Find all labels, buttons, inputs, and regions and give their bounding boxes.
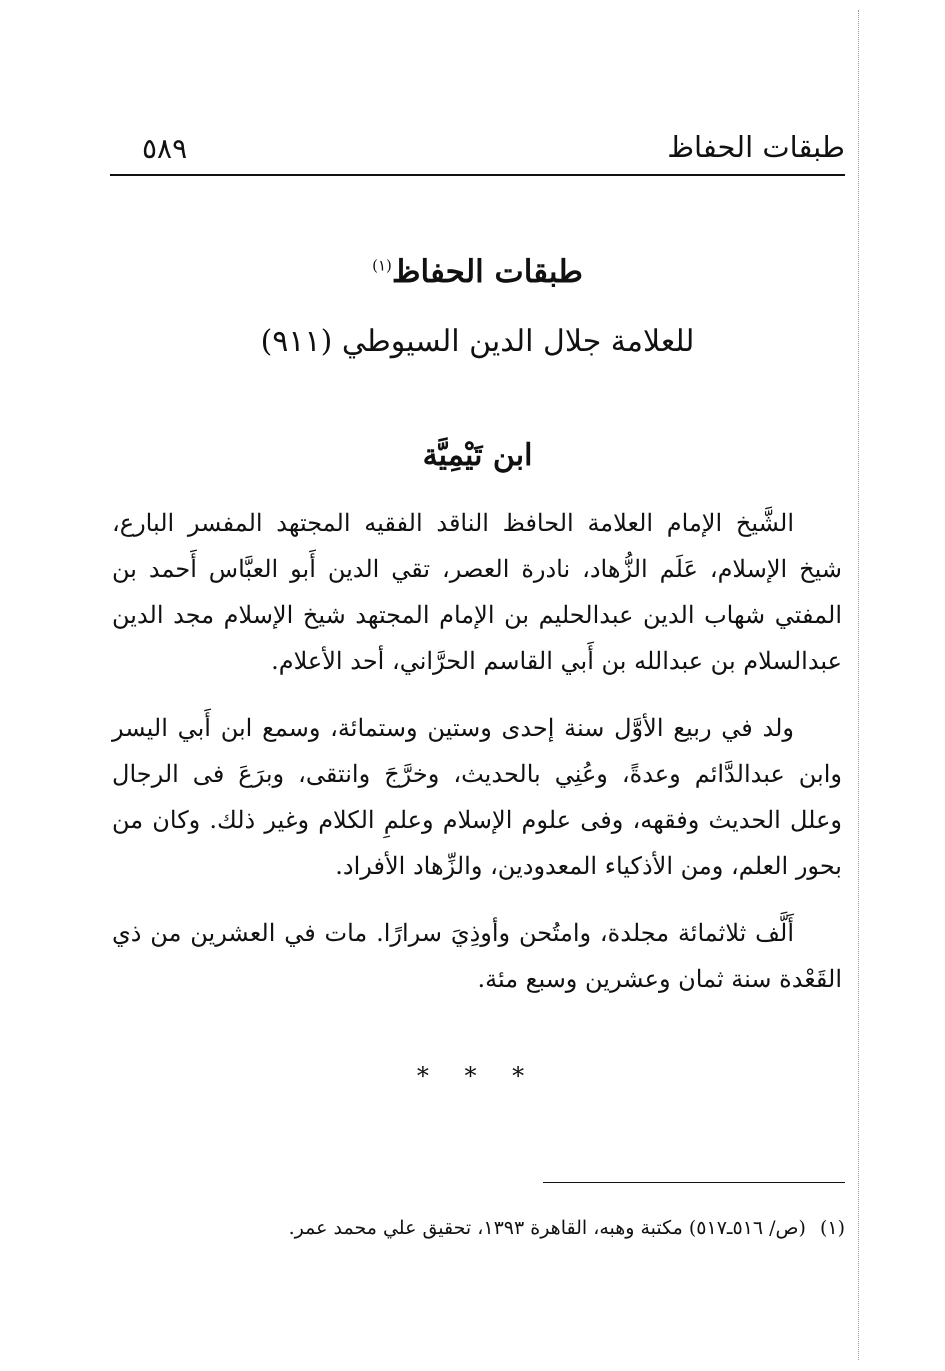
section-separator: * * * — [416, 1062, 539, 1090]
scan-edge-dotted-line — [858, 10, 859, 1360]
footnote-reference: (١) — [372, 256, 392, 275]
entry-heading: ابن تَيْمِيَّة — [422, 438, 533, 473]
footnote-text: (ص/ ٥١٦ـ٥١٧) مكتبة وهبه، القاهرة ١٣٩٣، تحقيق علي محمد عمر. — [288, 1217, 806, 1239]
footnote-number: (١) — [819, 1217, 845, 1239]
paragraph: أَلَّف ثلاثمائة مجلدة، وامتُحن وأوذِيَ سرارًا. مات في العشرين من ذي القَعْدة سنة ثمان وعشرين وسبع مئة. — [112, 919, 842, 993]
paragraph: الشَّيخ الإمام العلامة الحافظ الناقد الفقيه المجتهد المفسر البارع، شيخ الإسلام، عَلَم الزُّهاد، نادرة العصر، تقي الدين أَبو العبَّاس أَحمد بن المفتي شهاب الدين عبدالحليم بن الإمام المجتهد شيخ الإسلام مجد الدين عبدالسلام بن عبدالله بن أَبي القاسم الحرَّاني، أحد الأعلام. — [112, 509, 842, 675]
running-header-title: طبقات الحفاظ — [667, 130, 845, 164]
footnote-rule — [543, 1182, 845, 1183]
book-title — [110, 254, 845, 290]
paragraph: ولد في ربيع الأوَّل سنة إحدى وستين وستمائة، وسمع ابن أَبي اليسر وابن عبدالدَّائم وعدةً، وعُنِي بالحديث، وخرَّجَ وانتقى، وبرَعَ فى الرجال وعلل الحديث وفقهه، وفى علوم الإسلام وعلمِ الكلام وغير ذلك. وكان من بحور العلم، ومن الأذكياء المعدودين، والزِّهاد الأفراد. — [112, 714, 842, 880]
running-header — [110, 128, 845, 172]
book-author: للعلامة جلال الدين السيوطي (٩١١) — [260, 324, 695, 359]
book-title-text: طبقات الحفاظ — [391, 254, 583, 290]
entry-body — [112, 500, 842, 1023]
header-rule — [110, 174, 845, 176]
footnote — [110, 1212, 845, 1244]
page-number: ٥٨٩ — [142, 132, 188, 165]
